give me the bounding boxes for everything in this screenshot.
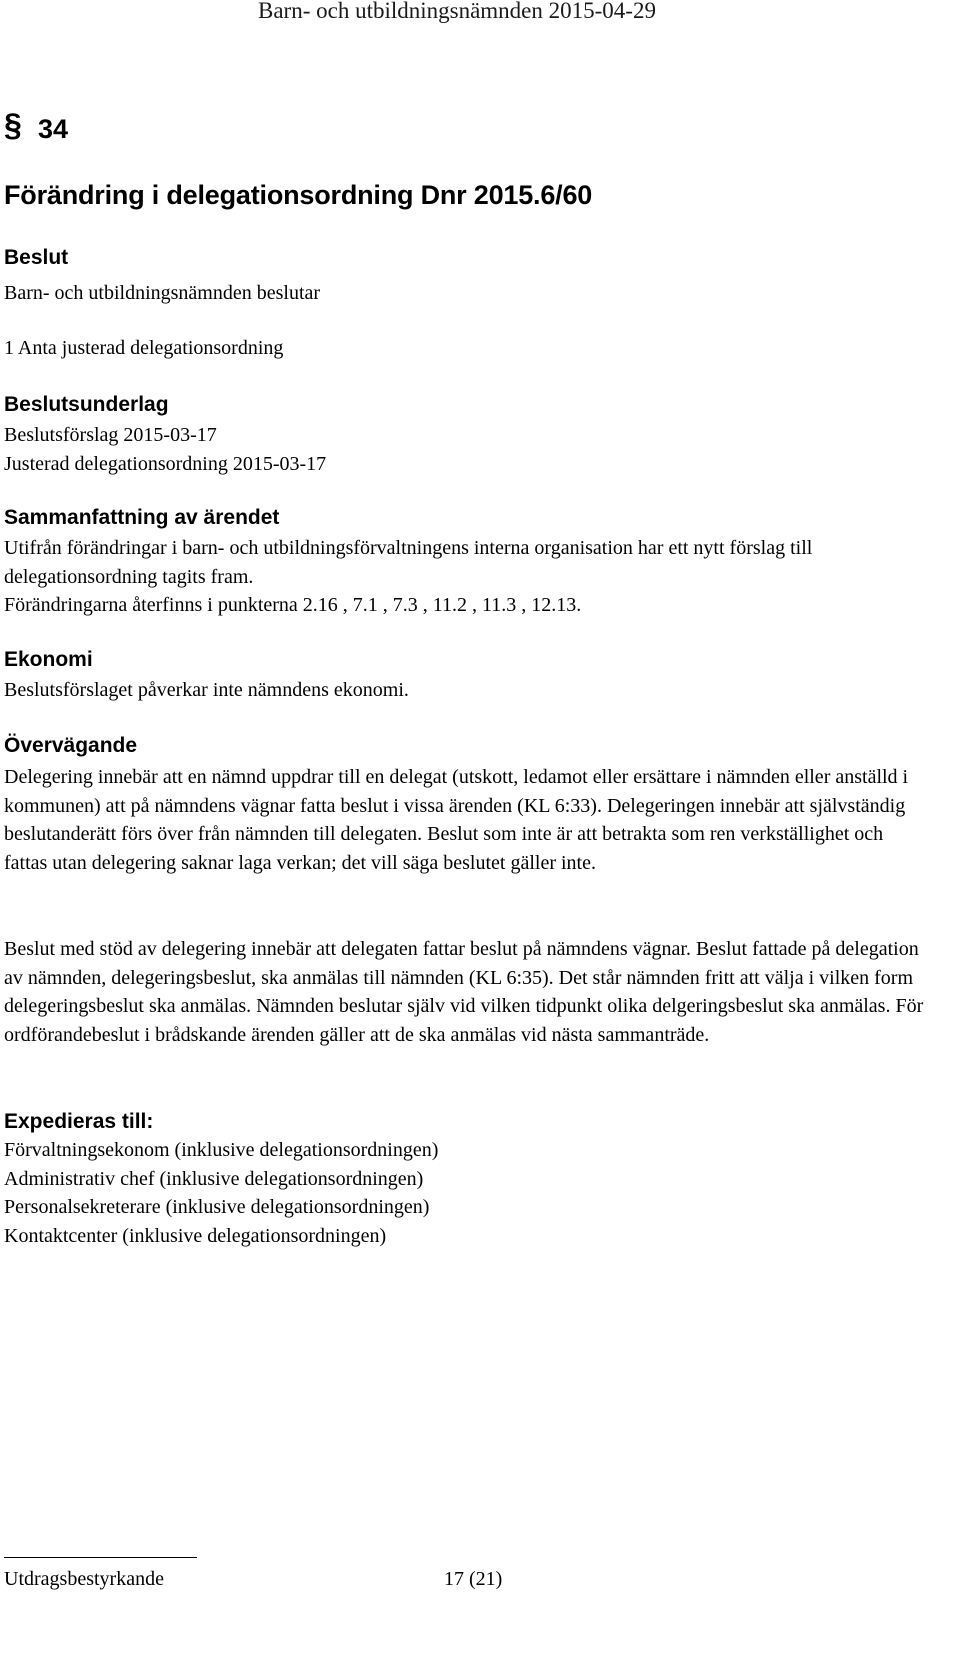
- page-number: 17 (21): [444, 1568, 503, 1590]
- beslut-text: Barn- och utbildningsnämnden beslutar: [4, 282, 321, 304]
- expedieras-item: Kontaktcenter (inklusive delegationsordningen): [4, 1224, 387, 1247]
- sammanfattning-points: Förändringarna återfinns i punkterna 2.16 , 7.1 , 7.3 , 11.2 , 11.3 , 12.13.: [4, 594, 582, 616]
- ekonomi-text: Beslutsförslaget påverkar inte nämndens ekonomi.: [4, 679, 409, 701]
- section-sign: §: [4, 107, 22, 143]
- footer-label: Utdragsbestyrkande: [4, 1568, 164, 1590]
- expedieras-heading: Expedieras till:: [4, 1110, 154, 1133]
- overvagande-paragraph-1: Delegering innebär att en nämnd uppdrar till en delegat (utskott, ledamot eller ersättare i nämnden eller anställd i kommunen) att på nämndens vägnar fatta beslut i vissa ärenden (KL 6:33). Delegeringen innebär att självständig beslutanderätt förs över från nämnden till delegaten. Beslut som inte är att betrakta som ren verkställighet och fattas utan delegering saknar laga verkan; det vill säga beslutet gäller inte.: [4, 766, 909, 874]
- sammanfattning-heading: Sammanfattning av ärendet: [4, 506, 280, 529]
- section-number: 34: [38, 114, 69, 144]
- signature-line: [4, 1557, 197, 1558]
- expedieras-list: [4, 1136, 438, 1250]
- expedieras-item: Förvaltningsekonom (inklusive delegationsordningen): [4, 1139, 439, 1161]
- sammanfattning-paragraph: Utifrån förändringar i barn- och utbildningsförvaltningens interna organisation har ett nytt förslag till delegationsordning tagits fram.: [4, 537, 813, 588]
- page-title: Förändring i delegationsordning Dnr 2015.6/60: [4, 180, 593, 210]
- expedieras-item: Personalsekreterare (inklusive delegationsordningen): [4, 1196, 430, 1218]
- overvagande-heading: Övervägande: [4, 734, 138, 757]
- overvagande-paragraph-2: Beslut med stöd av delegering innebär att delegaten fattar beslut på nämndens vägnar. Beslut fattade på delegation av nämnden, delegeringsbeslut, ska anmälas till nämnden (KL 6:35). Det står nämnden fritt att välja i vilken form delegeringsbeslut ska anmälas. Nämnden beslutar själv vid vilken tidpunkt olika delgeringsbeslut ska anmälas. För ordförandebeslut i brådskande ärenden gäller att de ska anmälas vid nästa sammanträde.: [4, 938, 924, 1046]
- beslutsunderlag-heading: Beslutsunderlag: [4, 393, 169, 416]
- beslutsunderlag-list: [4, 421, 326, 478]
- beslutsunderlag-item: Beslutsförslag 2015-03-17: [4, 424, 217, 446]
- beslut-point-1: 1 Anta justerad delegationsordning: [4, 337, 284, 359]
- beslut-heading: Beslut: [4, 246, 69, 269]
- ekonomi-heading: Ekonomi: [4, 648, 93, 671]
- page-header: Barn- och utbildningsnämnden 2015-04-29: [258, 0, 656, 23]
- sammanfattning-text: [4, 534, 924, 620]
- beslutsunderlag-item: Justerad delegationsordning 2015-03-17: [4, 452, 327, 475]
- expedieras-item: Administrativ chef (inklusive delegationsordningen): [4, 1167, 424, 1190]
